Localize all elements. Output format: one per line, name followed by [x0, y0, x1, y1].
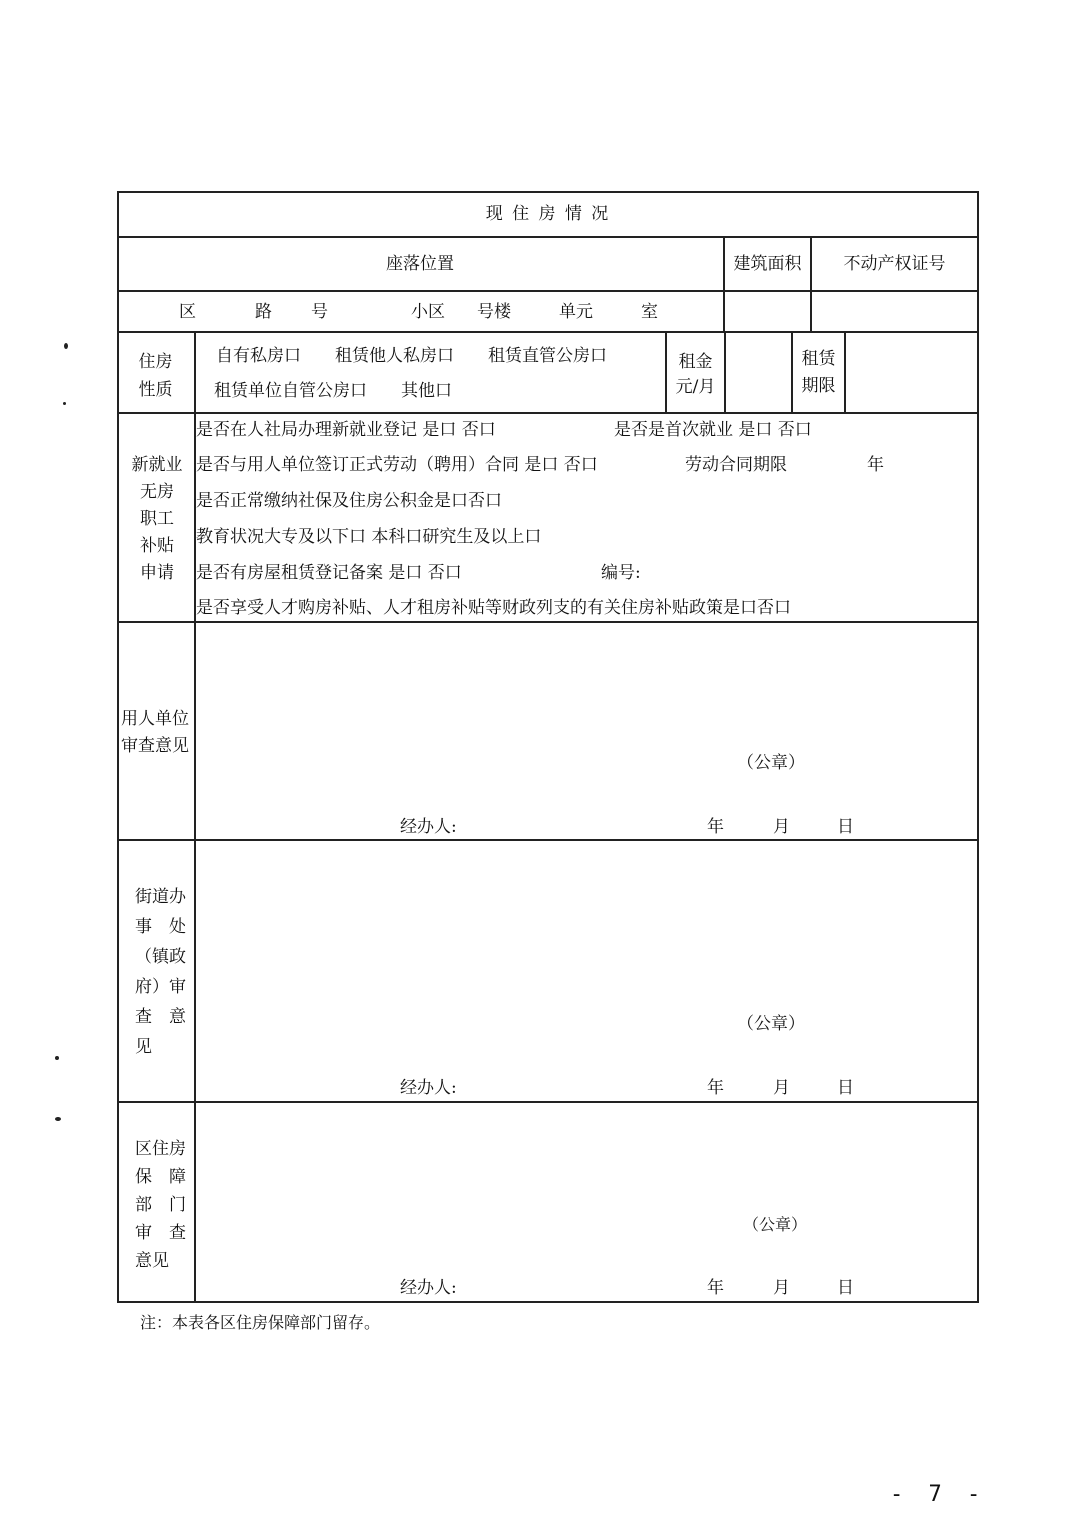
contract-term-label: 劳动合同期限: [685, 455, 787, 475]
q-lease-registration[interactable]: 是否有房屋租赁登记备案 是口 否口: [196, 563, 462, 583]
q-employment-registration[interactable]: 是否在人社局办理新就业登记 是口 否口: [196, 420, 496, 440]
q-education[interactable]: 教育状况大专及以下口 本科口研究生及以上口: [196, 527, 542, 547]
address-district: 区: [179, 302, 196, 322]
district-month: 月: [773, 1278, 790, 1298]
scan-speck: [64, 343, 68, 349]
employer-seal: （公章）: [737, 753, 805, 773]
q-social-insurance[interactable]: 是否正常缴纳社保及住房公积金是口否口: [196, 491, 502, 511]
employer-review-label: [114, 706, 196, 760]
cert-input-cell[interactable]: [812, 292, 977, 331]
scan-speck: [63, 402, 66, 405]
area-label: 建筑面积: [733, 254, 802, 274]
subsidy-label-line: 新就业: [131, 455, 183, 475]
q-talent-subsidy[interactable]: 是否享受人才购房补贴、人才租房补贴等财政列支的有关住房补贴政策是口否口: [196, 598, 791, 618]
col-divider: [791, 331, 793, 413]
employer-month: 月: [773, 817, 790, 837]
housing-nature-options-2[interactable]: 租赁单位自管公房口 其他口: [214, 381, 452, 401]
street-review-label-line: 见: [135, 1037, 152, 1057]
rent-label-2: 元/月: [675, 377, 716, 397]
street-review-label-line: （镇政: [135, 947, 186, 967]
district-review-label-line: 意见: [135, 1251, 169, 1271]
subsidy-label: [127, 452, 187, 587]
district-year: 年: [707, 1278, 724, 1298]
district-day: 日: [837, 1278, 854, 1298]
lease-label-2: 期限: [801, 376, 836, 396]
street-review-label-line: 街道办: [135, 887, 186, 907]
street-handler: 经办人:: [400, 1078, 457, 1098]
district-review-area[interactable]: [196, 1103, 977, 1300]
district-review-label-line: 保 障: [135, 1167, 186, 1187]
street-review-label-line: 查 意: [135, 1007, 186, 1027]
rent-input-cell[interactable]: [726, 333, 791, 412]
q-labor-contract[interactable]: 是否与用人单位签订正式劳动（聘用）合同 是口 否口: [196, 455, 598, 475]
street-review-label-line: 事 处: [135, 917, 186, 937]
address-road: 路: [255, 302, 272, 322]
street-year: 年: [707, 1078, 724, 1098]
col-divider: [665, 331, 667, 413]
employer-day: 日: [837, 817, 854, 837]
subsidy-label-line: 补贴: [140, 536, 174, 556]
employer-year: 年: [707, 817, 724, 837]
area-input-cell[interactable]: [725, 292, 810, 331]
registration-number-label: 编号:: [601, 563, 641, 583]
employer-review-area[interactable]: [196, 623, 977, 838]
street-day: 日: [837, 1078, 854, 1098]
district-review-label-line: 审 查: [135, 1223, 186, 1243]
subsidy-label-line: 职工: [140, 509, 174, 529]
employer-review-label-line: 用人单位: [121, 709, 189, 729]
table-border-bottom: [117, 1301, 979, 1303]
street-review-label: [135, 884, 195, 1061]
district-seal: （公章）: [743, 1215, 808, 1234]
lease-label-1: 租赁: [801, 349, 836, 369]
street-review-label-line: 府）审: [135, 977, 186, 997]
table-border-top: [117, 191, 979, 193]
employer-handler: 经办人:: [400, 817, 457, 837]
table-border-right: [977, 191, 979, 1303]
housing-nature-label-1: 住房: [138, 352, 173, 372]
cert-label: 不动产权证号: [843, 254, 946, 274]
address-room: 室: [641, 302, 658, 322]
address-unit: 单元: [559, 302, 593, 322]
housing-nature-label-2: 性质: [138, 380, 173, 400]
subsidy-label-line: 申请: [140, 563, 174, 583]
district-handler: 经办人:: [400, 1278, 457, 1298]
address-number: 号: [311, 302, 328, 322]
street-seal: （公章）: [737, 1014, 805, 1034]
street-review-area[interactable]: [196, 841, 977, 1100]
address-building: 号楼: [477, 302, 511, 322]
row-divider: [117, 236, 979, 238]
district-review-label: [135, 1136, 195, 1275]
housing-nature-options-1[interactable]: 自有私房口 租赁他人私房口 租赁直管公房口: [216, 346, 607, 366]
scan-speck: [55, 1056, 59, 1060]
employer-review-label-line: 审查意见: [121, 736, 189, 756]
page-number: - 7 -: [890, 1482, 987, 1507]
contract-term-year: 年: [867, 455, 884, 475]
street-month: 月: [773, 1078, 790, 1098]
location-label: 座落位置: [386, 254, 454, 274]
district-review-label-line: 部 门: [135, 1195, 186, 1215]
row-divider: [117, 412, 979, 414]
footer-note: 注：本表各区住房保障部门留存。: [140, 1313, 381, 1332]
lease-input-cell[interactable]: [846, 333, 977, 412]
housing-form-table: [117, 191, 979, 1303]
section-title: 现 住 房 情 况: [485, 204, 611, 224]
rent-label-1: 租金: [678, 352, 713, 372]
q-first-employment[interactable]: 是否是首次就业 是口 否口: [614, 420, 812, 440]
address-community: 小区: [411, 302, 445, 322]
subsidy-label-line: 无房: [140, 482, 174, 502]
district-review-label-line: 区住房: [135, 1139, 186, 1159]
scan-speck: [55, 1117, 61, 1121]
